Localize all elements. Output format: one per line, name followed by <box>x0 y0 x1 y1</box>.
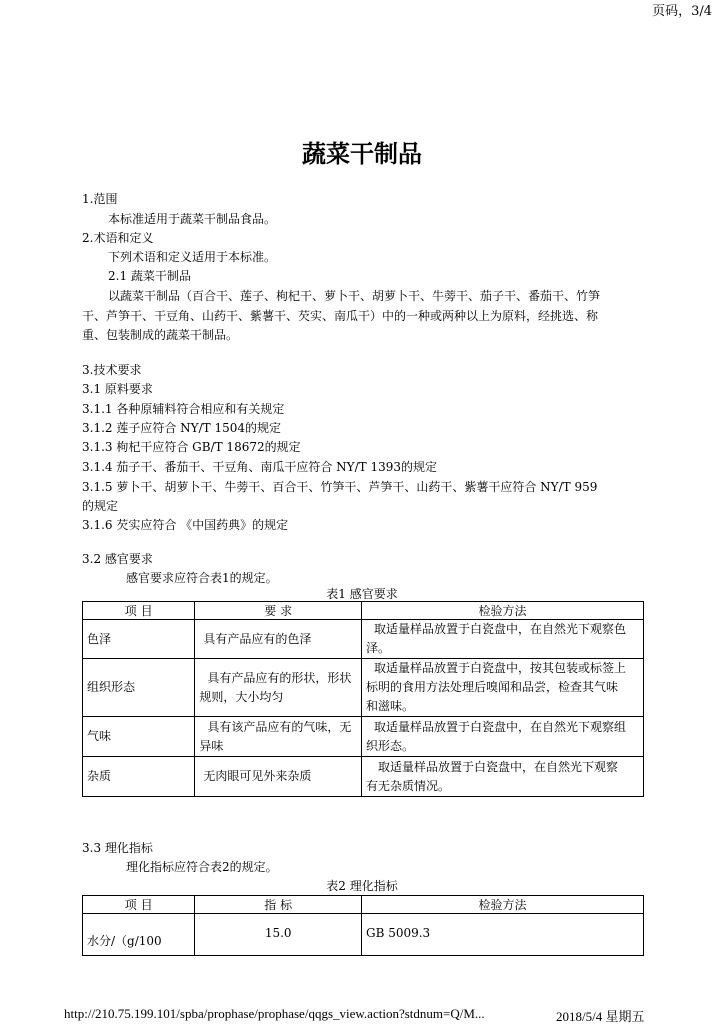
item-cell: 组织形态 <box>83 659 195 717</box>
footer-date: 2018/5/4 星期五 <box>556 1009 645 1024</box>
item-cell: 气味 <box>83 717 195 757</box>
table-1-caption: 表1 感官要求 <box>326 587 398 601</box>
page-number: 页码，3/4 <box>652 4 712 19</box>
section-2-1-heading: 2.1 蔬菜干制品 <box>108 269 191 283</box>
section-1-text: 本标准适用于蔬菜干制品食品。 <box>108 212 277 226</box>
requirement-cell <box>195 659 362 717</box>
method-line: 泽。 <box>365 641 390 655</box>
clause-3-1-4: 3.1.4 茄子干、番茄干、干豆角、南瓜干应符合 NY/T 1393的规定 <box>82 460 437 474</box>
table-header-cell: 检验方法 <box>361 896 643 914</box>
clause-3-1-5-line1: 3.1.5 萝卜干、胡萝卜干、牛蒡干、百合干、竹笋干、芦笋干、山药干、紫薯干应符合 NY/T 959 <box>82 480 598 494</box>
clause-3-1-1: 3.1.1 各种原辅料符合相应和有关规定 <box>82 402 285 416</box>
table-header-row <box>83 602 644 620</box>
method-cell <box>361 757 643 797</box>
clause-3-1-2: 3.1.2 莲子应符合 NY/T 1504的规定 <box>82 421 281 435</box>
item-cell: 色泽 <box>83 620 195 659</box>
physicochemical-table <box>82 895 644 956</box>
section-3-3-text: 理化指标应符合表2的规定。 <box>126 860 278 874</box>
method-line: 和滋味。 <box>365 699 414 713</box>
requirement-cell <box>195 717 362 757</box>
method-line: 取适量样品放置于白瓷盘中，在自然光下观察 <box>377 759 618 774</box>
method-line: 取适量样品放置于白瓷盘中，在自然光下观察组 <box>373 719 626 734</box>
section-3-2-text: 感官要求应符合表1的规定。 <box>126 571 278 585</box>
table-row <box>83 717 644 757</box>
table-row <box>83 914 644 956</box>
section-3-3-heading: 3.3 理化指标 <box>82 841 153 855</box>
table-header-cell: 要 求 <box>195 602 362 620</box>
requirement-line: 具有产品应有的形状，形状 <box>207 670 352 685</box>
table-row <box>83 659 644 717</box>
clause-3-1-6: 3.1.6 芡实应符合 《中国药典》的规定 <box>82 518 289 532</box>
clause-3-1-5-line2: 的规定 <box>82 499 119 513</box>
requirement-line: 规则，大小均匀 <box>199 689 284 704</box>
table-header-cell: 检验方法 <box>361 602 643 620</box>
table-header-cell: 指 标 <box>195 896 362 914</box>
value-cell: 15.0 <box>195 914 362 956</box>
requirement-cell: 无肉眼可见外来杂质 <box>195 757 362 797</box>
method-cell <box>361 659 643 717</box>
section-2-1-line1: 以蔬菜干制品（百合干、莲子、枸杞干、萝卜干、胡萝卜干、牛蒡干、茄子干、番茄干、竹笋 <box>108 289 601 303</box>
table-2-caption: 表2 理化指标 <box>326 879 398 893</box>
method-cell <box>361 620 643 659</box>
method-line: 有无杂质情况。 <box>365 778 450 793</box>
footer-url: http://210.75.199.101/spba/prophase/prophase/qqgs_view.action?stdnum=Q/M... <box>64 1006 485 1021</box>
table-row <box>83 757 644 797</box>
method-cell <box>361 717 643 757</box>
requirement-line: 具有该产品应有的气味，无 <box>207 719 352 734</box>
table-header-row <box>83 896 644 914</box>
method-line: 取适量样品放置于白瓷盘中，按其包装或标签上 <box>373 661 626 675</box>
table-row <box>83 620 644 659</box>
item-cell: 杂质 <box>83 757 195 797</box>
table-header-cell: 项 目 <box>83 602 195 620</box>
method-line: 织形态。 <box>365 738 414 753</box>
method-line: 标明的食用方法处理后嗅闻和品尝，检查其气味 <box>365 680 618 694</box>
requirement-cell: 具有产品应有的色泽 <box>195 620 362 659</box>
table-header-cell: 项 目 <box>83 896 195 914</box>
section-3-2-heading: 3.2 感官要求 <box>82 552 153 566</box>
section-3-1-heading: 3.1 原料要求 <box>82 382 153 396</box>
section-2-heading: 2.术语和定义 <box>82 231 154 245</box>
requirement-line: 异味 <box>199 738 224 753</box>
item-cell: 水分/（g/100 <box>83 914 195 956</box>
section-3-heading: 3.技术要求 <box>82 363 142 377</box>
method-cell: GB 5009.3 <box>361 914 643 956</box>
section-2-1-line3: 重、包装制成的蔬菜干制品。 <box>82 328 239 342</box>
section-2-text: 下列术语和定义适用于本标准。 <box>108 250 277 264</box>
clause-3-1-3: 3.1.3 枸杞干应符合 GB/T 18672的规定 <box>82 440 301 454</box>
sensory-table <box>82 601 644 797</box>
section-1-heading: 1.范围 <box>82 192 118 206</box>
method-line: 取适量样品放置于白瓷盘中，在自然光下观察色 <box>373 622 626 636</box>
document-title: 蔬菜干制品 <box>302 139 422 168</box>
section-2-1-line2: 干、芦笋干、干豆角、山药干、紫薯干、芡实、南瓜干）中的一种或两种以上为原料，经挑选、称 <box>82 309 599 323</box>
